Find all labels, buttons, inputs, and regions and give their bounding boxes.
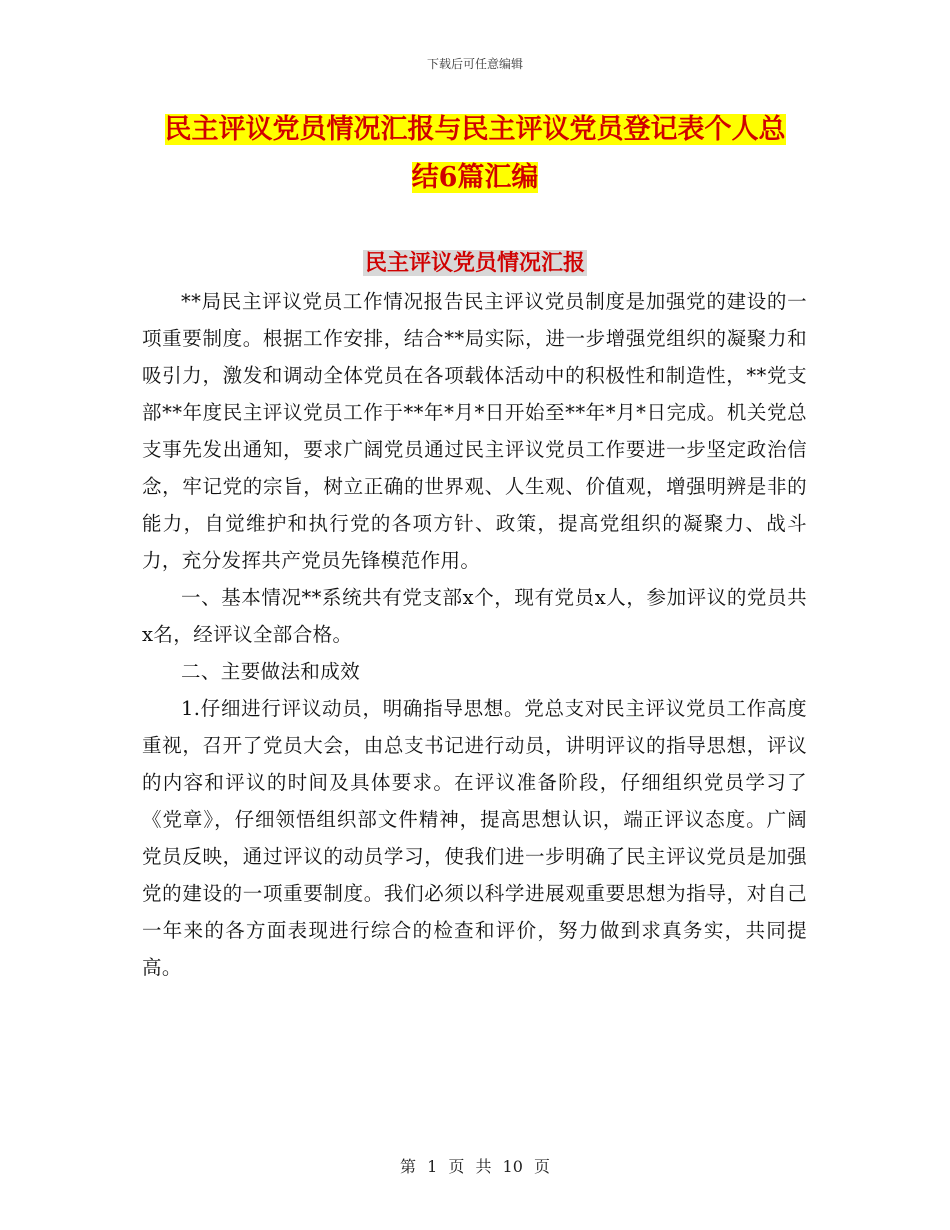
header-note: 下载后可任意编辑 [426, 57, 523, 71]
paragraph-basic-situation: 一、基本情况**系统共有党支部x个，现有党员x人，参加评议的党员共x名，经评议全部合格。 [142, 586, 807, 646]
document-title-line-1: 民主评议党员情况汇报与民主评议党员登记表个人总 [164, 114, 786, 145]
document-title [140, 106, 810, 202]
section-title [0, 247, 950, 279]
document-body [142, 283, 807, 986]
paragraph-heading-main-practices: 二、主要做法和成效 [181, 660, 361, 683]
paragraph-intro: **局民主评议党员工作情况报告民主评议党员制度是加强党的建设的一项重要制度。根据工作安排，结合**局实际，进一步增强党组织的凝聚力和吸引力，激发和调动全体党员在各项载体活动中的积极性和制造性，**党支部**年度民主评议党员工作于**年*月*日开始至**年*月*日完成。机关党总支事先发出通知，要求广阔党员通过民主评议党员工作要进一步坚定政治信念，牢记党的宗旨，树立正确的世界观、人生观、价值观，增强明辨是非的能力，自觉维护和执行党的各项方针、政策，提高党组织的凝聚力、战斗力，充分发挥共产党员先锋模范作用。 [142, 290, 807, 572]
page-number-footer: 第 1 页 共 10 页 [400, 1157, 550, 1176]
section-title-text: 民主评议党员情况汇报 [364, 250, 585, 276]
paragraph-mobilization: 1.仔细进行评议动员，明确指导思想。党总支对民主评议党员工作高度重视，召开了党员大会，由总支书记进行动员，讲明评议的指导思想，评议的内容和评议的时间及具体要求。在评议准备阶段，仔细组织党员学习了《党章》，仔细领悟组织部文件精神，提高思想认识，端正评议态度。广阔党员反映，通过评议的动员学习，使我们进一步明确了民主评议党员是加强党的建设的一项重要制度。我们必须以科学进展观重要思想为指导，对自己一年来的各方面表现进行综合的检查和评价，努力做到求真务实，共同提高。 [142, 697, 807, 979]
document-title-line-2: 结6篇汇编 [411, 162, 539, 193]
